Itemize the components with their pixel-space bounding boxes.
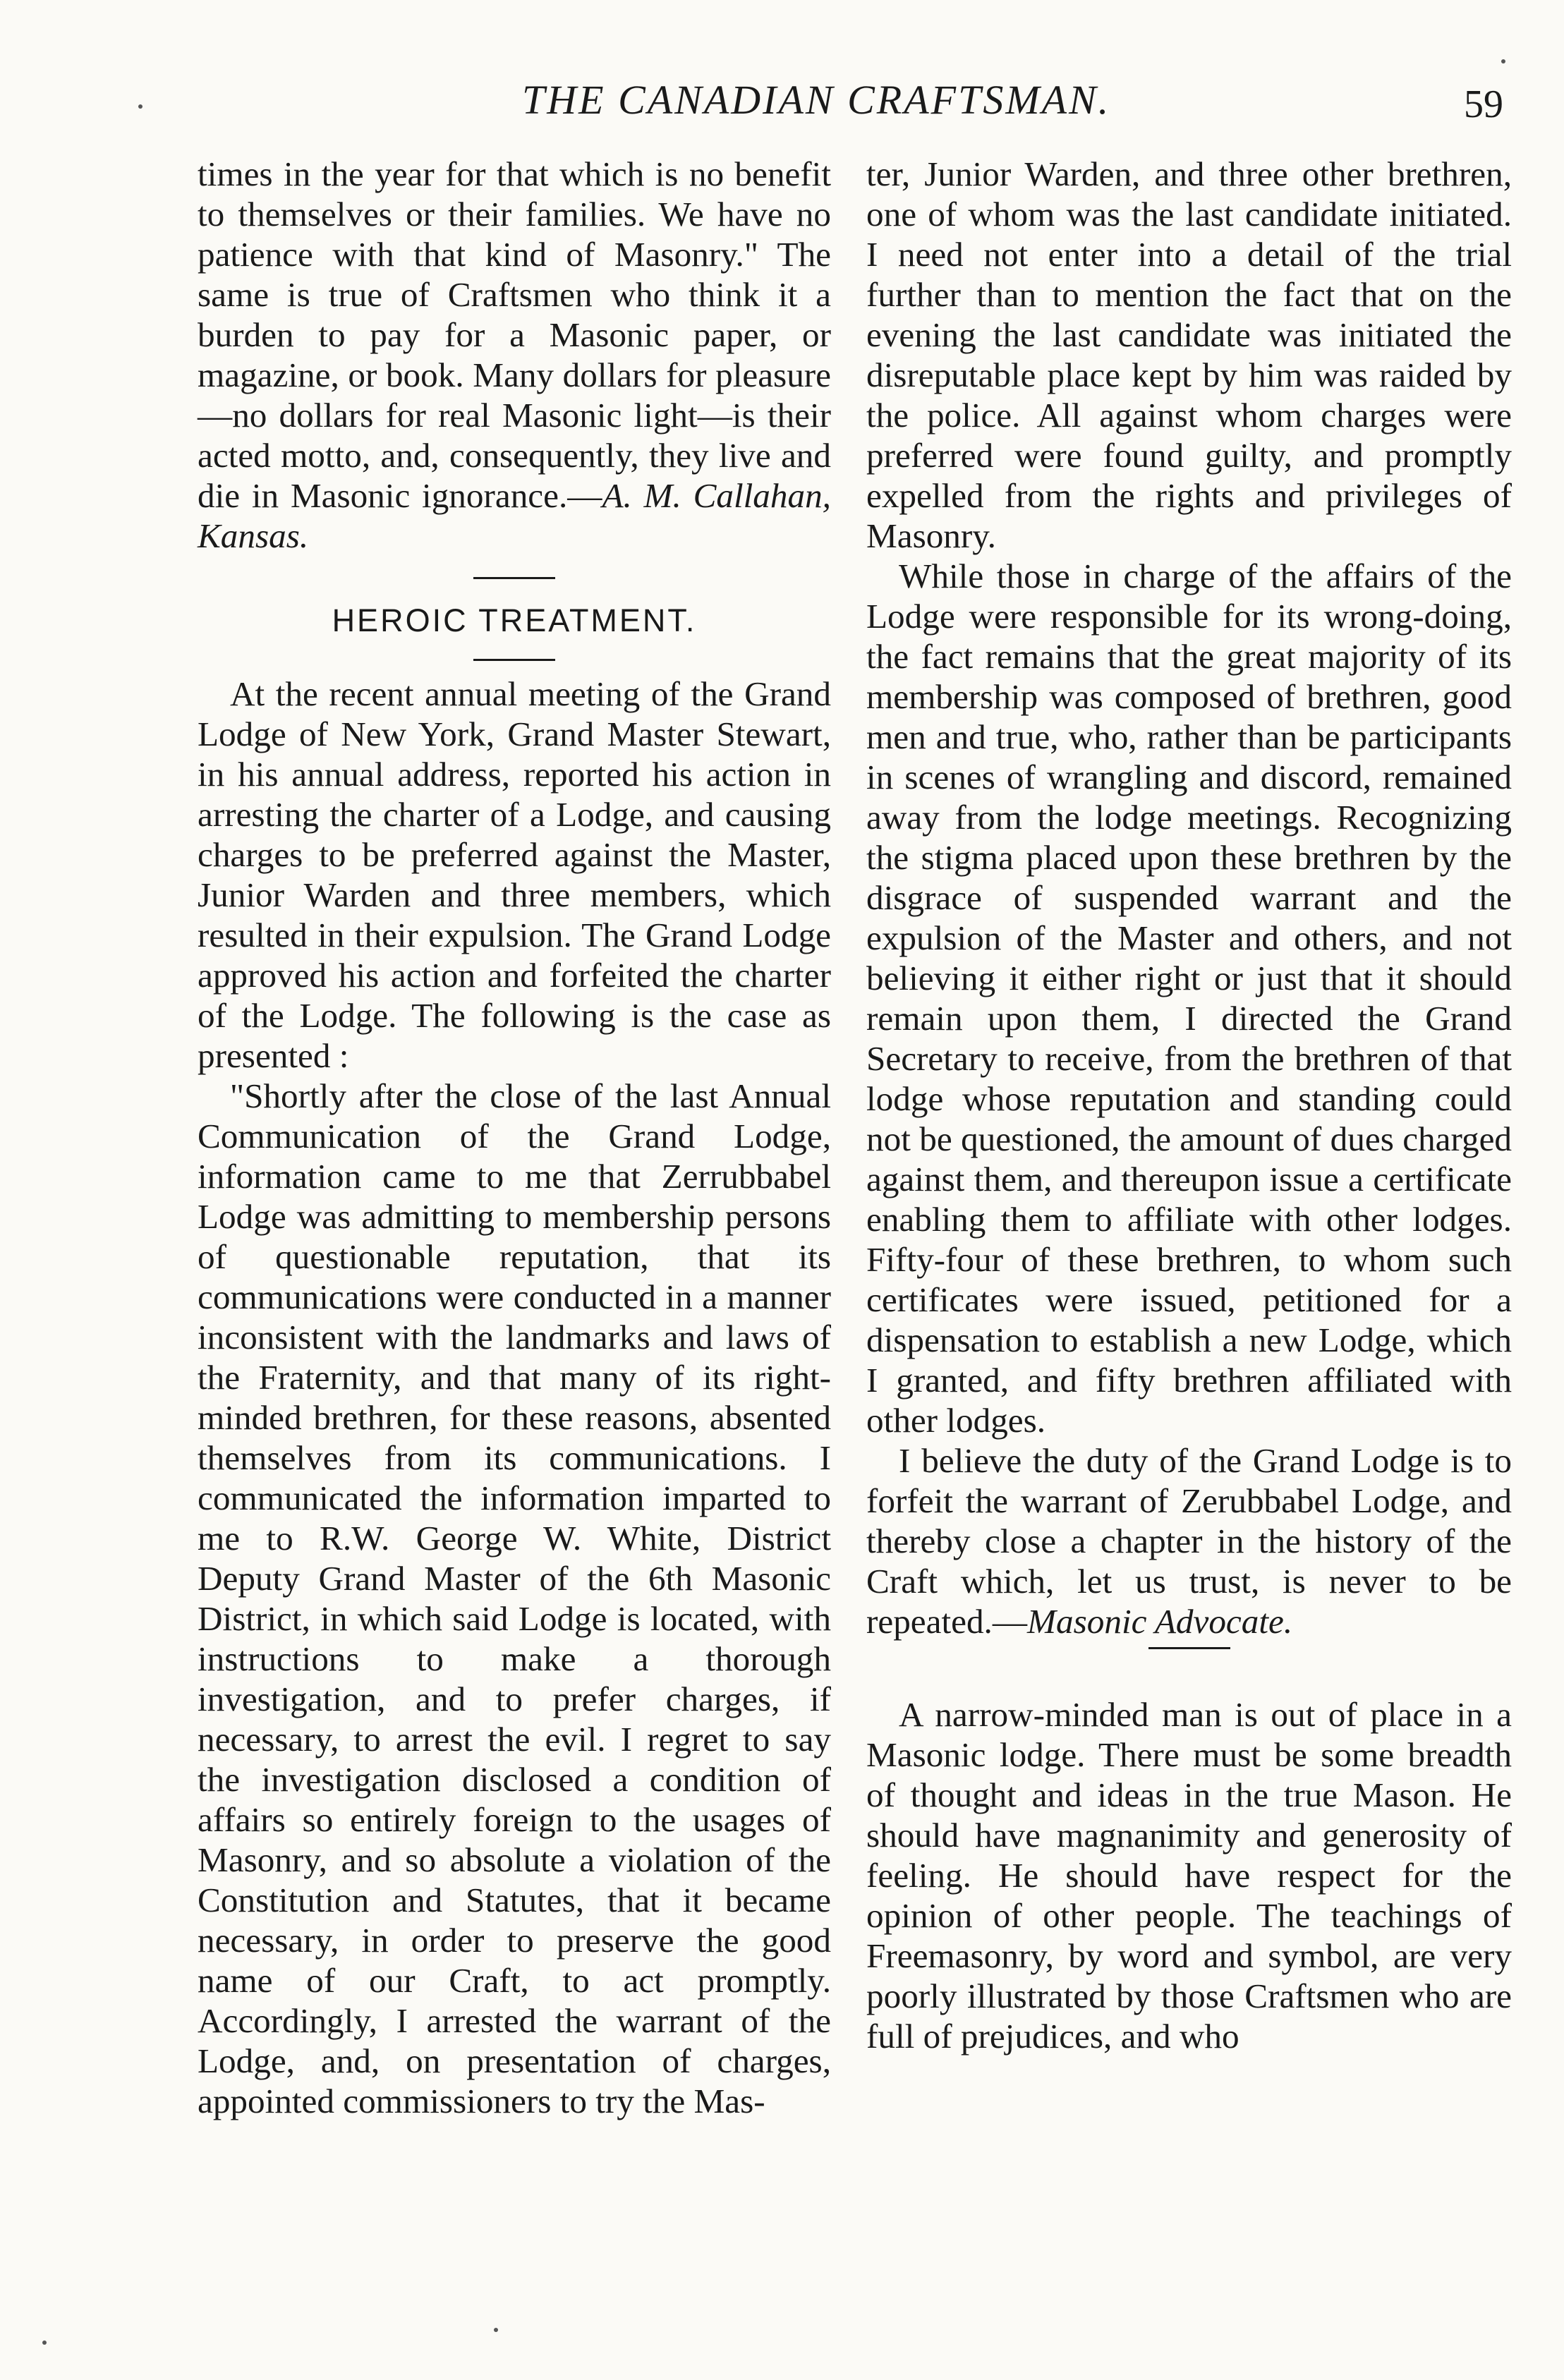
print-speck [494, 2328, 498, 2332]
quote-paragraph: "Shortly after the close of the last Annual Communication of the Grand Lodge, information came to me that Zerrubbabel Lodge was admitting to membership persons of questionable reputation, that its communications were conducted in a manner inconsistent with the landmarks and laws of the Fraternity, and that many of its right-minded brethren, for these reasons, absented themselves from its communications. I communicated the information imparted to me to R.W. George W. White, District Deputy Grand Master of the 6th Masonic District, in which said Lodge is located, with instructions to make a thorough investigation, and to prefer charges, if necessary, to arrest the evil. I regret to say the investigation disclosed a condition of affairs so entirely foreign to the usages of Masonry, and so absolute a violation of the Constitution and Statutes, that it became necessary, in order to preserve the good name of our Craft, to act promptly. Accordingly, I arrested the warrant of the Lodge, and, on presentation of charges, appointed commissioners to try the Mas- [198, 1076, 831, 2120]
article-paragraph: At the recent annual meeting of the Grand Lodge of New York, Grand Master Stewart, in his annual address, reported his action in arresting the charter of a Lodge, and causing charges to be preferred against the Master, Junior Warden and three members, which resulted in their expulsion. The Grand Lodge approved his action and forfeited the charter of the Lodge. The following is the case as presented : [198, 674, 831, 1075]
narrow-paragraph: A narrow-minded man is out of place in a Masonic lodge. There must be some breadth of thought and ideas in the true Mason. He should have magnanimity and generosity of feeling. He should have respect for the opinion of other people. The teachings of Freemasonry, by word and symbol, are very poorly illustrated by those Craftsmen who are full of prejudices, and who [866, 1695, 1512, 2056]
intro-paragraph [198, 154, 831, 556]
print-speck [42, 2340, 47, 2345]
left-column [198, 154, 831, 2121]
section-divider [473, 577, 555, 579]
heading-underline [473, 659, 555, 661]
print-speck [1501, 59, 1505, 63]
right-column [866, 154, 1512, 2056]
print-speck [138, 104, 143, 109]
intro-attribution: A. M. Callahan, Kansas. [198, 476, 831, 555]
running-head-title: THE CANADIAN CRAFTSMAN. [522, 77, 1111, 123]
page-number: 59 [1464, 83, 1503, 126]
believe-attribution: Masonic Advocate. [1027, 1602, 1293, 1641]
continuation-paragraph: ter, Junior Warden, and three other brethren, one of whom was the last candidate initiated. I need not enter into a detail of the trial further than to mention the fact that on the evening the last candidate was initiated the disreputable place kept by him was raided by the police. All against whom charges were preferred were found guilty, and promptly expelled from the rights and privileges of Masonry. [866, 154, 1512, 555]
while-paragraph: While those in charge of the affairs of the Lodge were responsible for its wrong-doing, the fact remains that the great majority of its membership was composed of brethren, good men and true, who, rather than be participants in scenes of wrangling and discord, remained away from the lodge meetings. Recognizing the stigma placed upon these brethren by the disgrace of suspended warrant and the expulsion of the Master and others, and not believing it either right or just that it should remain upon them, I directed the Grand Secretary to receive, from the brethren of that lodge whose reputation and standing could not be questioned, the amount of dues charged against them, and thereupon issue a certificate enabling them to affiliate with other lodges. Fifty-four of these brethren, to whom such certificates were issued, petitioned for a dispensation to establish a new Lodge, which I granted, and fifty brethren affiliated with other lodges. [866, 557, 1512, 1440]
believe-paragraph-text: I believe the duty of the Grand Lodge is to forfeit the warrant of Zerubbabel Lodge, and thereby close a chapter in the history of the Craft which, let us trust, is never to be repeated.— [866, 1441, 1512, 1641]
intro-paragraph-text: times in the year for that which is no benefit to themselves or their families. We have no patience with that kind of Masonry." The same is true of Craftsmen who think it a burden to pay for a Masonic paper, or magazine, or book. Many dollars for pleasure—no dollars for real Masonic light—is their acted motto, and, consequently, they live and die in Masonic ignorance.— [198, 154, 831, 515]
article-heading: HEROIC TREATMENT. [332, 602, 697, 638]
section-divider-right [1148, 1647, 1230, 1649]
believe-paragraph [866, 1440, 1512, 1641]
